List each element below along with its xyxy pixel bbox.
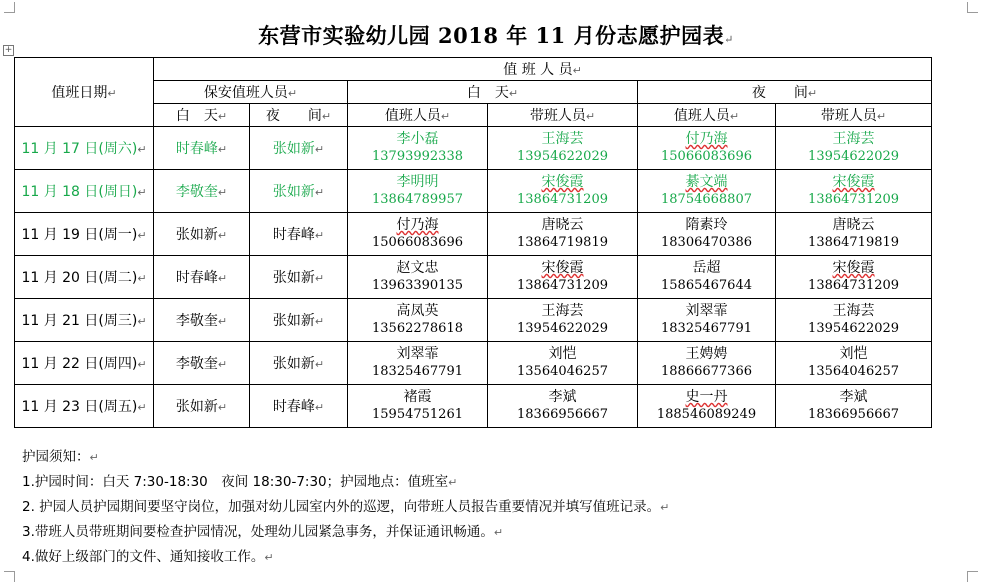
notes-heading: 护园须知：↵ xyxy=(22,449,99,465)
page-corner-mark xyxy=(4,2,15,13)
table-move-handle-icon[interactable]: + xyxy=(4,45,13,55)
day-class-cell: 宋俊霞 13864731209 xyxy=(488,256,638,299)
day-duty-header: 值班人员↵ xyxy=(348,104,488,127)
table-row xyxy=(15,256,932,299)
date-cell: 11 月 17 日(周六)↵ xyxy=(15,127,154,170)
night-duty-cell: 付乃海 15066083696 xyxy=(638,127,776,170)
night-class-cell: 李斌 18366956667 xyxy=(776,385,932,428)
day-duty-cell: 李明明 13864789957 xyxy=(348,170,488,213)
night-class-cell: 王海芸 13954622029 xyxy=(776,299,932,342)
night-class-cell: 宋俊霞 13864731209 xyxy=(776,256,932,299)
security-night-header: 夜 间↵ xyxy=(250,104,348,127)
duty-roster-table xyxy=(14,57,932,428)
note-item: 4.做好上级部门的文件、通知接收工作。↵ xyxy=(22,549,274,565)
day-duty-cell: 刘翠霏 18325467791 xyxy=(348,342,488,385)
night-header: 夜 间↵ xyxy=(638,81,932,104)
date-cell: 11 月 20 日(周二)↵ xyxy=(15,256,154,299)
day-class-cell: 李斌 18366956667 xyxy=(488,385,638,428)
header-row-1 xyxy=(15,58,932,81)
page-corner-mark xyxy=(967,571,978,582)
security-header: 保安值班人员↵ xyxy=(154,81,348,104)
night-class-cell: 刘恺 13564046257 xyxy=(776,342,932,385)
security-day-cell: 李敬奎↵ xyxy=(154,170,250,213)
date-cell: 11 月 22 日(周四)↵ xyxy=(15,342,154,385)
security-day-header: 白 天↵ xyxy=(154,104,250,127)
night-duty-cell: 史一丹 188546089249 xyxy=(638,385,776,428)
note-item: 2. 护园人员护园期间要坚守岗位，加强对幼儿园室内外的巡逻，向带班人员报告重要情况并填写值班记录。↵ xyxy=(22,499,670,515)
date-cell: 11 月 19 日(周一)↵ xyxy=(15,213,154,256)
security-night-cell: 张如新↵ xyxy=(250,299,348,342)
security-night-cell: 时春峰↵ xyxy=(250,385,348,428)
security-night-cell: 张如新↵ xyxy=(250,127,348,170)
security-day-cell: 李敬奎↵ xyxy=(154,299,250,342)
night-class-cell: 唐晓云 13864719819 xyxy=(776,213,932,256)
date-header-cell: 值班日期↵ xyxy=(15,58,154,127)
night-duty-cell: 王娉娉 18866677366 xyxy=(638,342,776,385)
day-duty-cell: 褚霞 15954751261 xyxy=(348,385,488,428)
day-duty-cell: 李小磊 13793992338 xyxy=(348,127,488,170)
security-day-cell: 李敬奎↵ xyxy=(154,342,250,385)
night-duty-cell: 隋素玲 18306470386 xyxy=(638,213,776,256)
security-day-cell: 张如新↵ xyxy=(154,213,250,256)
day-duty-cell: 赵文忠 13963390135 xyxy=(348,256,488,299)
date-cell: 11 月 21 日(周三)↵ xyxy=(15,299,154,342)
day-class-cell: 王海芸 13954622029 xyxy=(488,299,638,342)
date-cell: 11 月 23 日(周五)↵ xyxy=(15,385,154,428)
day-duty-cell: 付乃海 15066083696 xyxy=(348,213,488,256)
table-row xyxy=(15,170,932,213)
night-class-cell: 宋俊霞 13864731209 xyxy=(776,170,932,213)
notes-section xyxy=(22,445,669,570)
day-class-cell: 宋俊霞 13864731209 xyxy=(488,170,638,213)
note-item: 3.带班人员带班期间要检查护园情况，处理幼儿园紧急事务，并保证通讯畅通。↵ xyxy=(22,524,504,540)
security-day-cell: 时春峰↵ xyxy=(154,256,250,299)
page-corner-mark xyxy=(967,2,978,13)
day-header: 白 天↵ xyxy=(348,81,638,104)
security-day-cell: 时春峰↵ xyxy=(154,127,250,170)
document-title: 东营市实验幼儿园 2018 年 11 月份志愿护园表↵ xyxy=(258,23,734,48)
day-duty-cell: 高凤英 13562278618 xyxy=(348,299,488,342)
day-class-cell: 唐晓云 13864719819 xyxy=(488,213,638,256)
night-class-cell: 王海芸 13954622029 xyxy=(776,127,932,170)
night-class-header: 带班人员↵ xyxy=(776,104,932,127)
table-row xyxy=(15,127,932,170)
security-night-cell: 张如新↵ xyxy=(250,256,348,299)
night-duty-cell: 刘翠霏 18325467791 xyxy=(638,299,776,342)
table-row xyxy=(15,342,932,385)
note-item: 1.护园时间：白天 7:30-18:30 夜间 18:30-7:30；护园地点：值班室↵ xyxy=(22,474,458,490)
security-day-cell: 张如新↵ xyxy=(154,385,250,428)
table-row xyxy=(15,299,932,342)
security-night-cell: 时春峰↵ xyxy=(250,213,348,256)
date-cell: 11 月 18 日(周日)↵ xyxy=(15,170,154,213)
day-class-cell: 王海芸 13954622029 xyxy=(488,127,638,170)
night-duty-header: 值班人员↵ xyxy=(638,104,776,127)
night-duty-cell: 岳超 15865467644 xyxy=(638,256,776,299)
duty-staff-header: 值 班 人 员↵ xyxy=(154,58,932,81)
security-night-cell: 张如新↵ xyxy=(250,170,348,213)
page-corner-mark xyxy=(4,571,15,582)
table-row xyxy=(15,213,932,256)
security-night-cell: 张如新↵ xyxy=(250,342,348,385)
night-duty-cell: 綦文端 18754668807 xyxy=(638,170,776,213)
table-row xyxy=(15,385,932,428)
day-class-header: 带班人员↵ xyxy=(488,104,638,127)
day-class-cell: 刘恺 13564046257 xyxy=(488,342,638,385)
